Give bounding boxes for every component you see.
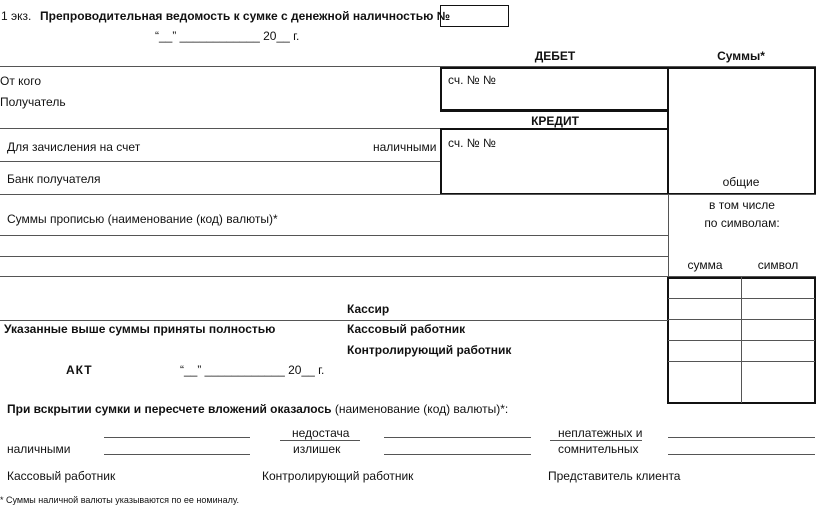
doubtful-line[interactable] — [668, 454, 815, 455]
table-row[interactable] — [668, 298, 815, 299]
fraction-line — [280, 440, 360, 441]
copy-label: 1 экз. — [1, 9, 32, 23]
debit-header: ДЕБЕТ — [534, 49, 576, 63]
incl-label-1: в том числе — [709, 198, 775, 212]
cash-worker-label: Кассовый работник — [347, 322, 466, 336]
form-title: Препроводительная ведомость к сумке с денежной наличностью № — [40, 9, 451, 23]
table-row[interactable] — [668, 319, 815, 320]
sums-words-line-2[interactable] — [0, 256, 668, 257]
credit-header: КРЕДИТ — [531, 114, 579, 128]
shortage-cash-line[interactable] — [384, 437, 531, 438]
header-date-line: “__” ____________ 20__ г. — [155, 29, 300, 43]
credit-to-label: Для зачисления на счет — [7, 140, 141, 154]
bag-number-field[interactable] — [440, 5, 509, 27]
accepted-label: Указанные выше суммы приняты полностью — [4, 322, 276, 336]
sums-words-line-1[interactable] — [0, 235, 668, 236]
sig-cash-worker: Кассовый работник — [7, 469, 116, 483]
bank-label: Банк получателя — [7, 172, 101, 186]
divider-line — [0, 128, 440, 129]
table-row[interactable] — [668, 340, 815, 341]
opening-label — [7, 402, 508, 416]
cash-label: наличными — [373, 140, 437, 154]
sig-controller: Контролирующий работник — [262, 469, 414, 483]
shortage-line[interactable] — [104, 437, 250, 438]
divider-line — [0, 161, 440, 162]
sums-in-words-label: Суммы прописью (наименование (код) валюты)* — [7, 212, 278, 226]
controller-label: Контролирующий работник — [347, 343, 512, 357]
credit-account-label: сч. № № — [448, 136, 496, 150]
act-label: АКТ — [66, 363, 93, 377]
total-label: общие — [722, 175, 760, 189]
surplus-cash-line[interactable] — [384, 454, 531, 455]
insolvent-label: неплатежных и — [558, 426, 643, 440]
debit-account-label: сч. № № — [448, 73, 496, 87]
incl-label-2: по символам: — [704, 216, 780, 230]
surplus-line[interactable] — [104, 454, 250, 455]
cashier-label: Кассир — [347, 302, 390, 316]
col-symbol-header: символ — [757, 258, 799, 272]
footnote: * Суммы наличной валюты указываются по ее номиналу. — [0, 495, 239, 505]
opening-label-bold: При вскрытии сумки и пересчете вложений оказалось — [7, 402, 332, 416]
sums-header: Суммы* — [717, 49, 765, 63]
col-sum-header: сумма — [687, 258, 723, 272]
from-label: От кого — [0, 74, 42, 88]
divider-line — [0, 194, 816, 195]
doubtful-label: сомнительных — [558, 442, 639, 456]
act-date-line: “__” ____________ 20__ г. — [180, 363, 325, 377]
recipient-label: Получатель — [0, 95, 66, 109]
act-cash-label: наличными — [7, 442, 71, 456]
surplus-label: излишек — [293, 442, 341, 456]
credit-divider — [440, 110, 669, 112]
divider-line — [0, 320, 668, 321]
opening-label-suffix: (наименование (код) валюты)*: — [331, 402, 509, 416]
table-row[interactable] — [668, 361, 815, 362]
sig-client-rep: Представитель клиента — [548, 469, 681, 483]
divider-line — [668, 194, 669, 276]
shortage-label: недостача — [292, 426, 350, 440]
insolvent-line[interactable] — [668, 437, 815, 438]
fraction-line — [550, 440, 642, 441]
